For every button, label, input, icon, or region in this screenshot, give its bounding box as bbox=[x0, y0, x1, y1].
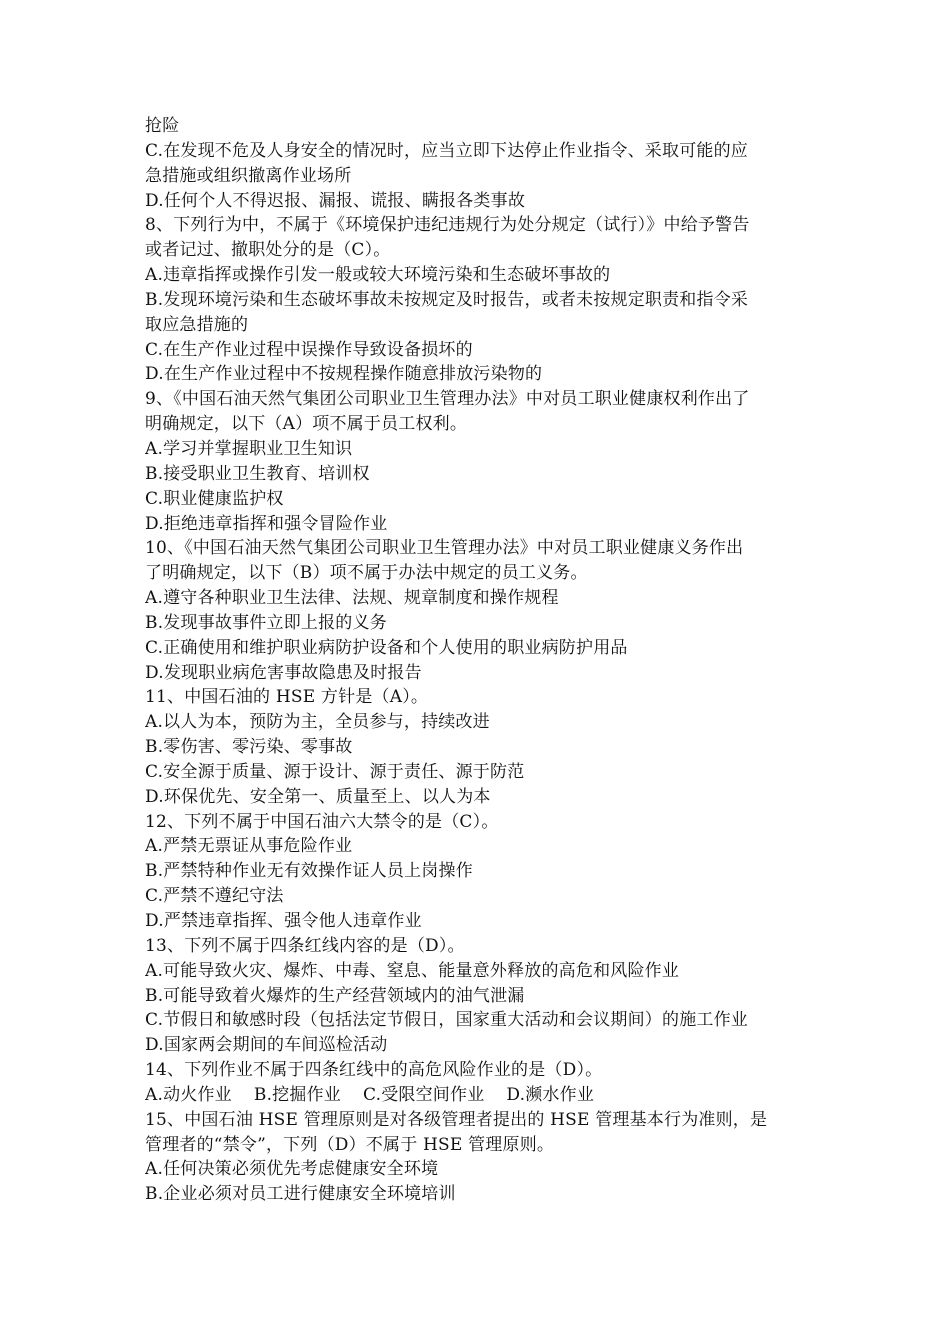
question-9-option-d: D.拒绝违章指挥和强令冒险作业 bbox=[145, 513, 388, 534]
question-10-option-c: C.正确使用和维护职业病防护设备和个人使用的职业病防护用品 bbox=[145, 637, 628, 658]
question-10-stem: 10、《中国石油天然气集团公司职业卫生管理办法》中对员工职业健康义务作出 bbox=[145, 538, 744, 559]
question-8-stem-cont: 或者记过、撤职处分的是（C）。 bbox=[145, 240, 391, 261]
question-8-option-d: D.在生产作业过程中不按规程操作随意排放污染物的 bbox=[145, 364, 543, 385]
question-13-stem: 13、下列不属于四条红线内容的是（D）。 bbox=[145, 935, 465, 956]
question-10-stem-cont: 了明确规定，以下（B）项不属于办法中规定的员工义务。 bbox=[145, 563, 588, 584]
question-11-option-b: B.零伤害、零污染、零事故 bbox=[145, 737, 353, 758]
question-14-option-b: B.挖掘作业 bbox=[253, 1084, 341, 1105]
question-13-option-d: D.国家两会期间的车间巡检活动 bbox=[145, 1035, 388, 1056]
question-12-stem: 12、下列不属于中国石油六大禁令的是（C）。 bbox=[145, 811, 499, 832]
question-10-option-d: D.发现职业病危害事故隐患及时报告 bbox=[145, 662, 422, 683]
question-14-option-d: D.濒水作业 bbox=[506, 1084, 595, 1105]
question-9-option-a: A.学习并掌握职业卫生知识 bbox=[145, 438, 353, 459]
question-11-option-a: A.以人为本，预防为主，全员参与，持续改进 bbox=[145, 712, 490, 733]
question-15-option-b: B.企业必须对员工进行健康安全环境培训 bbox=[145, 1184, 456, 1205]
question-12-option-b: B.严禁特种作业无有效操作证人员上岗操作 bbox=[145, 861, 473, 882]
question-15-stem: 15、中国石油 HSE 管理原则是对各级管理者提出的 HSE 管理基本行为准则，是 bbox=[145, 1109, 768, 1130]
question-9-option-c: C.职业健康监护权 bbox=[145, 488, 284, 509]
text-line: 抢险 bbox=[145, 116, 180, 136]
question-12-option-d: D.严禁违章指挥、强令他人违章作业 bbox=[145, 911, 422, 931]
question-13-option-c: C.节假日和敏感时段（包括法定节假日，国家重大活动和会议期间）的施工作业 bbox=[145, 1010, 749, 1031]
question-14-option-c: C.受限空间作业 bbox=[363, 1084, 485, 1105]
question-8-option-a: A.违章指挥或操作引发一般或较大环境污染和生态破坏事故的 bbox=[145, 265, 611, 286]
question-10-option-b: B.发现事故事件立即上报的义务 bbox=[145, 612, 387, 633]
text-line: 急措施或组织撤离作业场所 bbox=[145, 165, 352, 186]
question-15-option-a: A.任何决策必须优先考虑健康安全环境 bbox=[145, 1159, 439, 1180]
question-14-stem: 14、下列作业不属于四条红线中的高危风险作业的是（D）。 bbox=[145, 1060, 603, 1081]
question-8-option-b: B.发现环境污染和生态破坏事故未按规定及时报告，或者未按规定职责和指令采 bbox=[145, 289, 749, 310]
question-8-option-c: C.在生产作业过程中误操作导致设备损坏的 bbox=[145, 339, 473, 360]
question-12-option-a: A.严禁无票证从事危险作业 bbox=[145, 836, 353, 857]
text-line: C.在发现不危及人身安全的情况时，应当立即下达停止作业指令、采取可能的应 bbox=[145, 140, 749, 161]
question-9-stem: 9、《中国石油天然气集团公司职业卫生管理办法》中对员工职业健康权利作出了 bbox=[145, 389, 750, 410]
question-8-stem: 8、下列行为中，不属于《环境保护违纪违规行为处分规定（试行）》中给予警告 bbox=[145, 215, 750, 236]
question-9-option-b: B.接受职业卫生教育、培训权 bbox=[145, 463, 370, 484]
question-11-stem: 11、中国石油的 HSE 方针是（A）。 bbox=[145, 687, 429, 708]
text-line: D.任何个人不得迟报、漏报、谎报、瞒报各类事故 bbox=[145, 190, 526, 211]
question-13-option-a: A.可能导致火灾、爆炸、中毒、窒息、能量意外释放的高危和风险作业 bbox=[145, 960, 680, 981]
question-14-options bbox=[145, 1083, 810, 1108]
question-13-option-b: B.可能导致着火爆炸的生产经营领域内的油气泄漏 bbox=[145, 985, 525, 1006]
question-11-option-d: D.环保优先、安全第一、质量至上、以人为本 bbox=[145, 786, 491, 807]
question-15-stem-cont: 管理者的“禁令”，下列（D）不属于 HSE 管理原则。 bbox=[145, 1134, 555, 1155]
question-8-option-b-cont: 取应急措施的 bbox=[145, 314, 249, 335]
question-14-option-a: A.动火作业 bbox=[145, 1084, 232, 1105]
document-body bbox=[145, 114, 810, 1207]
question-12-option-c: C.严禁不遵纪守法 bbox=[145, 886, 284, 907]
question-9-stem-cont: 明确规定，以下（A）项不属于员工权利。 bbox=[145, 414, 468, 435]
question-11-option-c: C.安全源于质量、源于设计、源于责任、源于防范 bbox=[145, 761, 525, 782]
question-10-option-a: A.遵守各种职业卫生法律、法规、规章制度和操作规程 bbox=[145, 588, 559, 609]
